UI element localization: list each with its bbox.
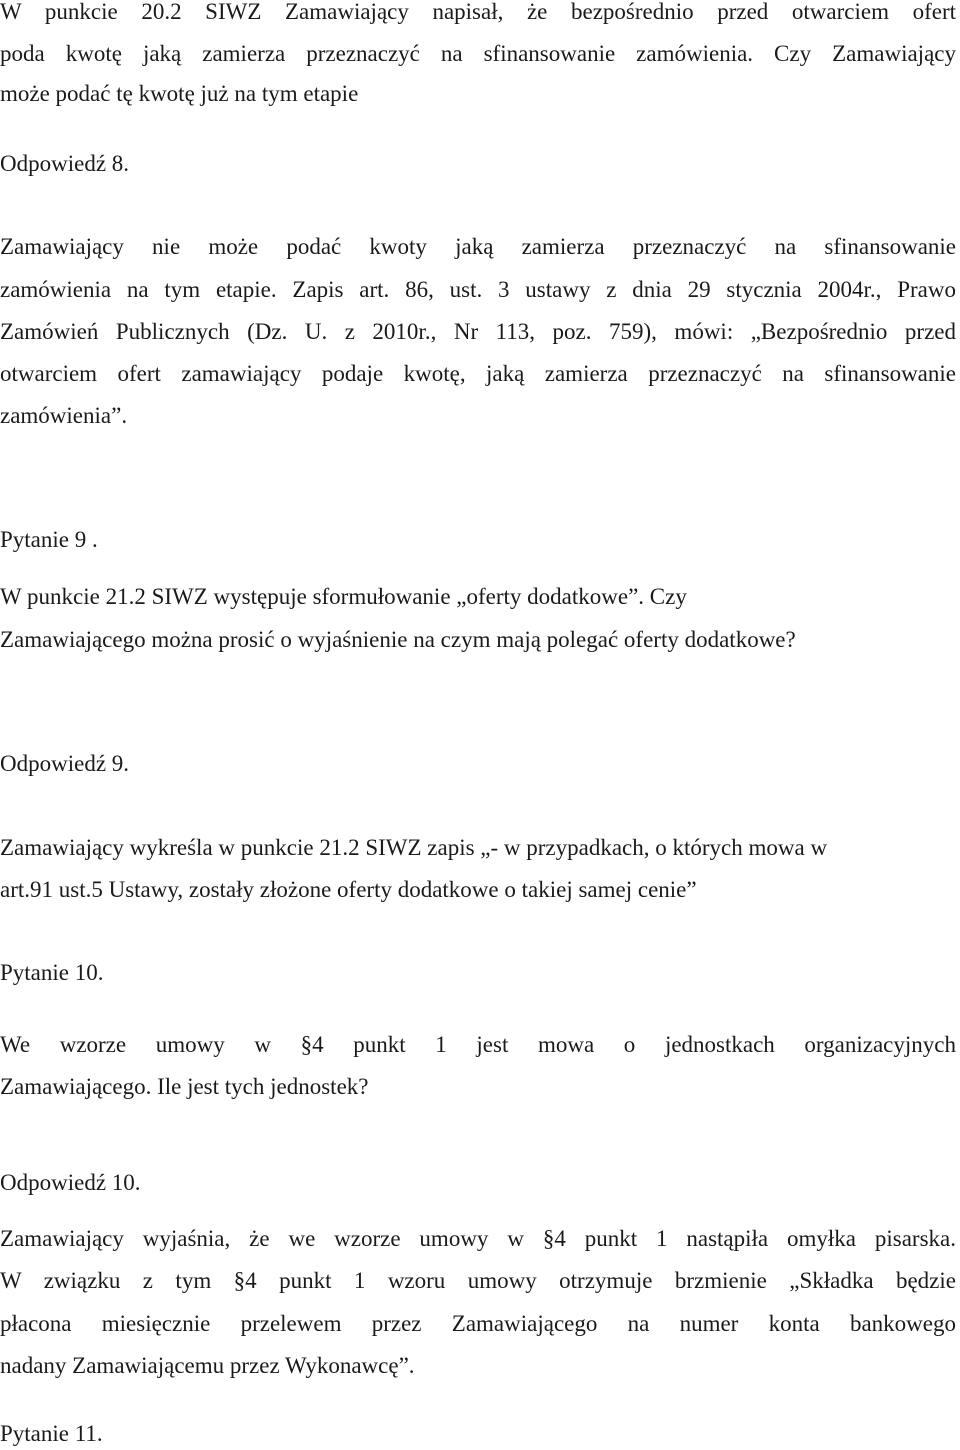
text-line: Zamawiającego. Ile jest tych jednostek? [0,1074,369,1099]
text-line: zamówienia na tym etapie. Zapis art. 86, ust. 3 ustawy z dnia 29 stycznia 2004r., Prawo [0,277,956,302]
text-line: Zamawiający wykreśla w punkcie 21.2 SIWZ zapis „- w przypadkach, o których mowa w [0,835,828,860]
question-heading: Pytanie 10. [0,960,104,985]
answer-heading: Odpowiedź 10. [0,1170,141,1195]
text-line: otwarciem ofert zamawiający podaje kwotę, jaką zamierza przeznaczyć na sfinansowanie [0,361,956,386]
text-line: W związku z tym §4 punkt 1 wzoru umowy otrzymuje brzmienie „Składka będzie [0,1268,956,1293]
text-line: zamówienia”. [0,403,128,428]
text-line: poda kwotę jaką zamierza przeznaczyć na sfinansowanie zamówienia. Czy Zamawiający [0,41,956,66]
answer-heading: Odpowiedź 8. [0,151,130,176]
question-heading: Pytanie 11. [0,1421,103,1446]
text-line: W punkcie 20.2 SIWZ Zamawiający napisał, że bezpośrednio przed otwarciem ofert [0,0,956,24]
text-line: We wzorze umowy w §4 punkt 1 jest mowa o jednostkach organizacyjnych [0,1032,956,1057]
text-line: Zamawiający wyjaśnia, że we wzorze umowy w §4 punkt 1 nastąpiła omyłka pisarska. [0,1226,956,1251]
text-line: Zamawiającego można prosić o wyjaśnienie na czym mają polegać oferty dodatkowe? [0,627,796,652]
answer-heading: Odpowiedź 9. [0,751,130,776]
text-line: Zamawiający nie może podać kwoty jaką zamierza przeznaczyć na sfinansowanie [0,234,956,259]
text-line: może podać tę kwotę już na tym etapie [0,81,359,106]
question-heading: Pytanie 9 . [0,527,98,552]
text-line: Zamówień Publicznych (Dz. U. z 2010r., Nr 113, poz. 759), mówi: „Bezpośrednio przed [0,319,956,344]
text-line: nadany Zamawiającemu przez Wykonawcę”. [0,1353,415,1378]
text-line: płacona miesięcznie przelewem przez Zamawiającego na numer konta bankowego [0,1311,956,1336]
text-line: art.91 ust.5 Ustawy, zostały złożone oferty dodatkowe o takiej samej cenie” [0,877,697,902]
text-line: W punkcie 21.2 SIWZ występuje sformułowanie „oferty dodatkowe”. Czy [0,584,687,609]
